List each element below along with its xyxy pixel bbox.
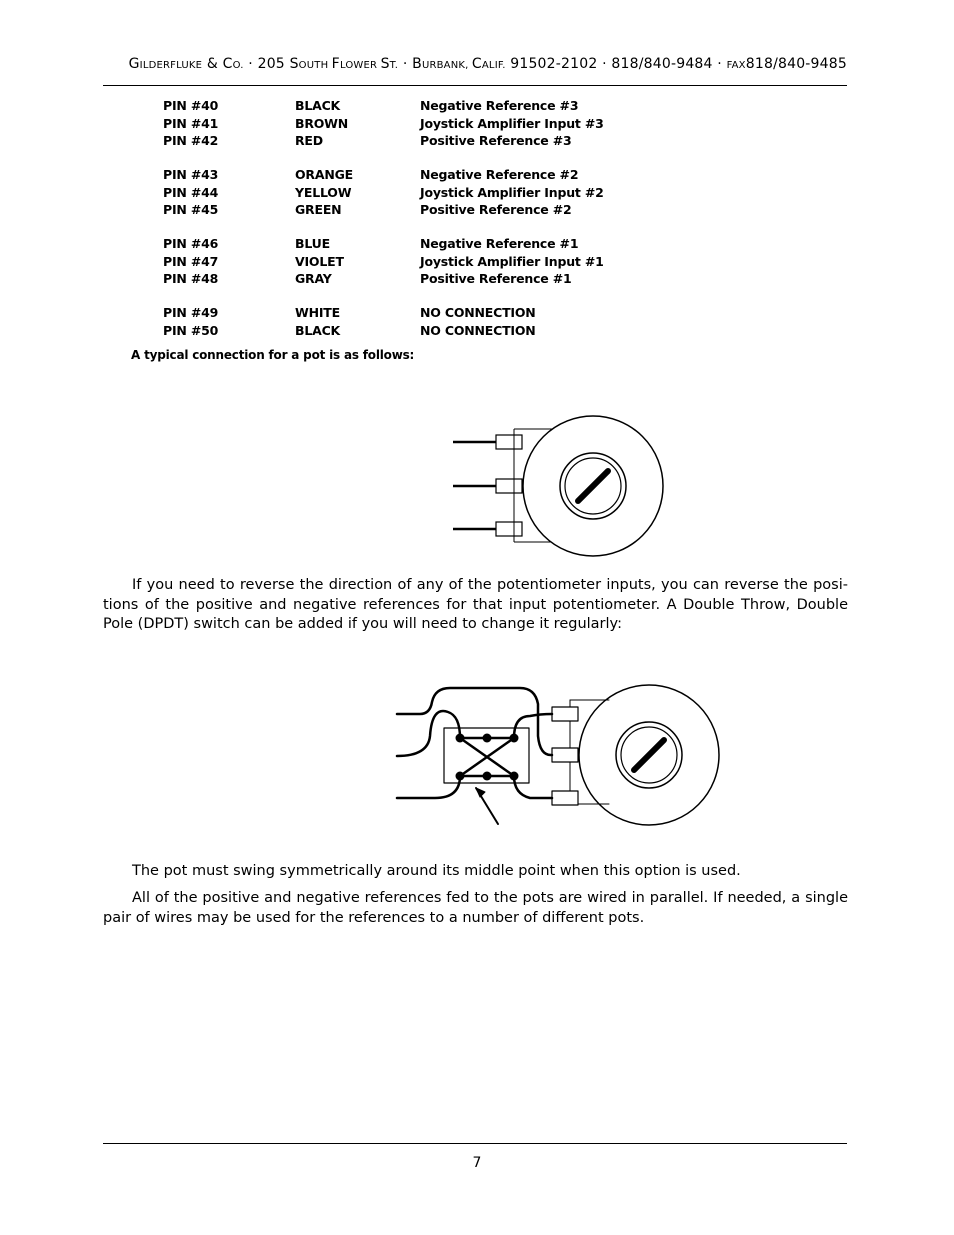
pot-terminal-bottom	[496, 522, 522, 536]
pin-function: Negative Reference #1	[420, 236, 579, 251]
page-number: 7	[472, 1155, 482, 1171]
wire-color: BLUE	[295, 236, 330, 251]
page-header: GILDERFLUKE & CO. · 205 SOUTH FLOWER ST. · BURBANK, CALIF. 91502-2102 · 818/840-9484 · FAX818/840-9485	[128, 56, 847, 72]
pin-function: Joystick Amplifier Input #2	[420, 184, 604, 200]
symmetric-swing-paragraph: The pot must swing symmetrically around its middle point when this option is used.	[132, 863, 741, 879]
pin-number: PIN #46	[163, 236, 219, 251]
wire-color: GRAY	[295, 271, 332, 286]
parallel-references-paragraph: All of the positive and negative references fed to the pots are wired in parallel. If needed, a single pair of wires may be used for the references to a number of different pots.	[103, 890, 848, 926]
wire-color: BLACK	[295, 322, 341, 338]
pin-function: Negative Reference #3	[420, 98, 579, 113]
pot-terminal-top	[552, 707, 578, 721]
pin-number: PIN #45	[163, 202, 219, 217]
switch-terminal	[510, 734, 519, 743]
switch-terminal	[456, 734, 465, 743]
footer-divider	[103, 1143, 847, 1144]
pin-function: Positive Reference #3	[420, 133, 572, 148]
pin-function: NO CONNECTION	[420, 305, 536, 320]
pot-terminal-top	[496, 435, 522, 449]
pin-function: Positive Reference #1	[420, 271, 572, 286]
switch-pointer-arrowhead	[476, 788, 485, 797]
pot-terminal-bottom	[552, 791, 578, 805]
wire-color: GREEN	[295, 202, 342, 217]
wire-color: BROWN	[295, 115, 349, 131]
wire-color: ORANGE	[295, 167, 353, 182]
pot-terminal-middle	[552, 748, 578, 762]
pin-function: Negative Reference #2	[420, 167, 579, 182]
pin-number: PIN #43	[163, 167, 219, 182]
switch-terminal	[483, 734, 492, 743]
reverse-direction-paragraph: If you need to reverse the direction of any of the potentiometer inputs, you can reverse the posi-tions of the positive and negative references for that input potentiometer. A Double Throw, Double Pole (DPDT) switch can be added if you will need to change it regularly:	[103, 577, 848, 632]
pin-number: PIN #47	[163, 253, 219, 269]
pot-connection-caption: A typical connection for a pot is as follows:	[131, 348, 415, 362]
switch-terminal	[456, 772, 465, 781]
pin-function: NO CONNECTION	[420, 322, 536, 338]
wire-bottom	[397, 776, 460, 798]
wire-switch-to-pot-top	[514, 714, 552, 738]
pin-function: Joystick Amplifier Input #3	[420, 115, 604, 131]
wire-color: RED	[295, 133, 323, 148]
pin-number: PIN #49	[163, 305, 219, 320]
wire-middle-loop	[397, 711, 460, 756]
wire-color: WHITE	[295, 305, 340, 320]
pin-number: PIN #41	[163, 115, 219, 131]
pin-number: PIN #50	[163, 322, 219, 338]
pin-number: PIN #44	[163, 184, 219, 200]
wire-color: YELLOW	[295, 184, 352, 200]
wire-color: VIOLET	[295, 253, 344, 269]
pin-function: Joystick Amplifier Input #1	[420, 253, 604, 269]
pin-number: PIN #48	[163, 271, 219, 286]
pot-terminal-middle	[496, 479, 522, 493]
switch-terminal	[510, 772, 519, 781]
wire-switch-to-pot-bottom	[514, 776, 552, 798]
potentiometer-diagram	[440, 400, 670, 560]
header-divider	[103, 85, 847, 86]
pin-number: PIN #42	[163, 133, 219, 148]
pin-number: PIN #40	[163, 98, 219, 113]
wire-color: BLACK	[295, 98, 341, 113]
dpdt-switch-diagram	[390, 676, 730, 836]
switch-terminal	[483, 772, 492, 781]
pin-function: Positive Reference #2	[420, 202, 572, 217]
